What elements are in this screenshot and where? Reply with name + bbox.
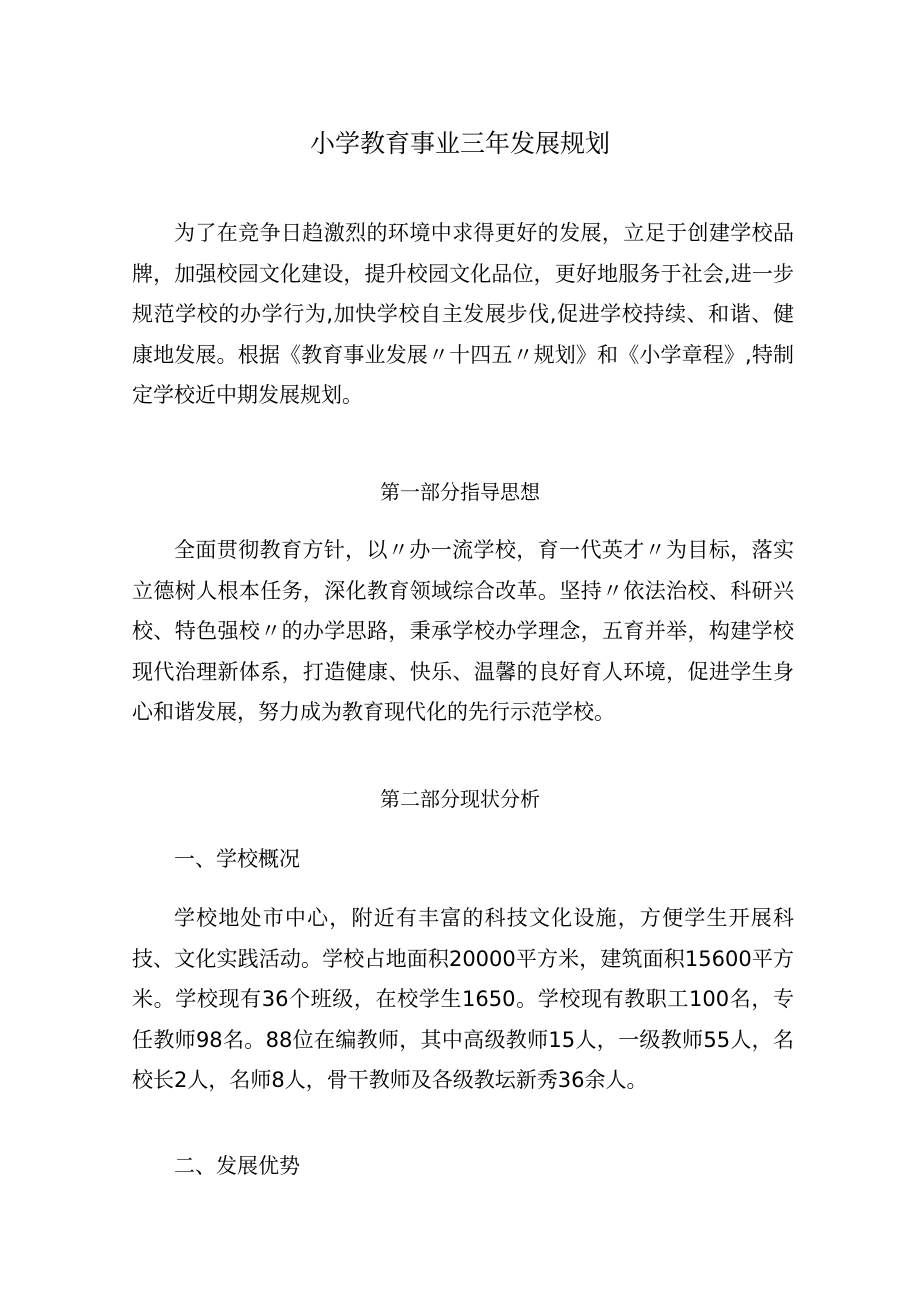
development-advantages-heading: 二、发展优势 [174,1154,300,1178]
document-title: 小学教育事业三年发展规划 [309,129,610,158]
intro-paragraph: 为了在竞争日趋激烈的环境中求得更好的发展，立足于创建学校品牌，加强校园文化建设，提升校园文化品位，更好地服务于社会,进一步规范学校的办学行为,加快学校自主发展步伐,促进学校持续、和谐、健康地发展。根据《教育事业发展〃十四五〃规划》和《小学章程》,特制定学校近中期发展规划。 [132,221,794,408]
school-overview-paragraph: 学校地处市中心，附近有丰富的科技文化设施，方便学生开展科技、文化实践活动。学校占地面积20000平方米，建筑面积15600平方米。学校现有36个班级，在校学生1650。学校现有教职工100名，专任教师98名。88位在编教师，其中高级教师15人，一级教师55人，名校长2人，名师8人，骨干教师及各级教坛新秀36余人。 [132,906,794,1093]
part2-heading: 第二部分现状分析 [380,787,540,811]
guiding-ideology-paragraph: 全面贯彻教育方针，以〃办一流学校，育一代英才〃为目标，落实立德树人根本任务，深化教育领域综合改革。坚持〃依法治校、科研兴校、特色强校〃的办学思路，秉承学校办学理念，五育并举，构建学校现代治理新体系，打造健康、快乐、温馨的良好育人环境，促进学生身心和谐发展，努力成为教育现代化的先行示范学校。 [132,538,794,725]
school-overview-heading: 一、学校概况 [174,847,300,871]
part1-heading: 第一部分指导思想 [380,480,540,504]
